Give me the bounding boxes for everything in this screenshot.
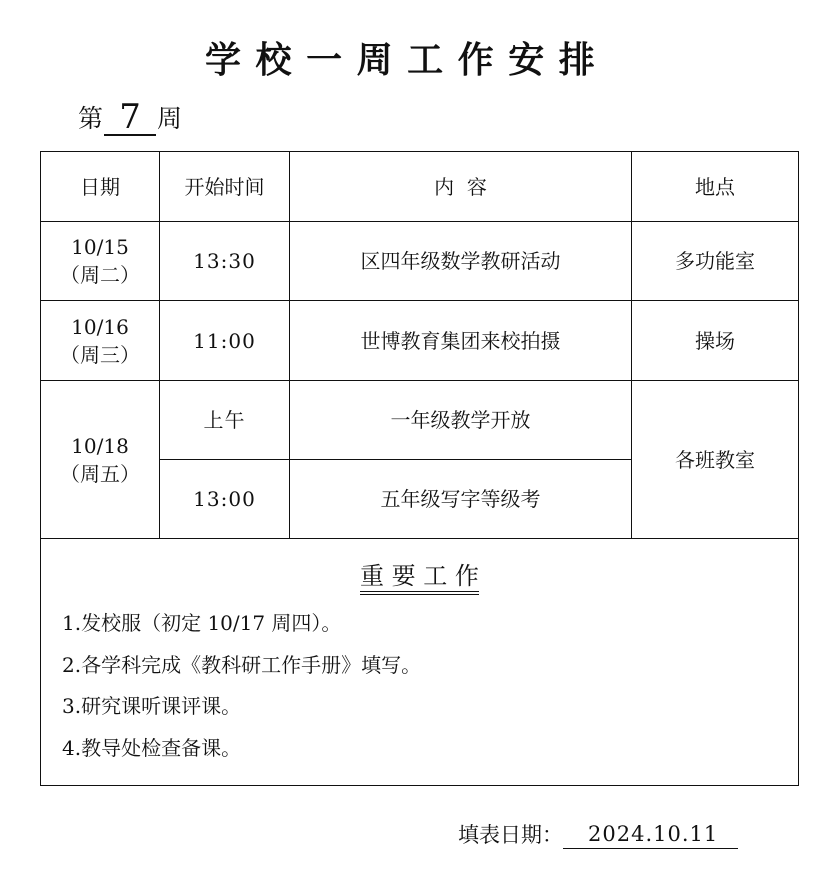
location-cell: 操场 (632, 301, 799, 381)
week-indicator (78, 97, 183, 137)
important-list (62, 603, 798, 769)
date-cell (41, 381, 160, 539)
weekday-text: （周二） (60, 263, 140, 287)
list-item: 2.各学科完成《教科研工作手册》填写。 (62, 652, 422, 677)
important-heading: 重 要 工 作 (360, 561, 479, 595)
time-cell: 11:00 (160, 301, 290, 381)
weekday-text: （周五） (60, 461, 140, 486)
week-prefix: 第 (78, 104, 104, 133)
fill-date-label: 填表日期： (458, 823, 563, 847)
page-title: 学 校 一 周 工 作 安 排 (205, 39, 596, 81)
content-cell: 一年级教学开放 (290, 381, 632, 460)
week-number: 7 (104, 100, 156, 136)
table-header-row (41, 152, 799, 222)
weekday-text: （周三） (60, 342, 140, 367)
table-row (41, 301, 799, 381)
date-text: 10/15 (71, 235, 129, 259)
important-heading-wrap (62, 561, 798, 595)
content-cell: 区四年级数学教研活动 (290, 222, 632, 301)
table-row (41, 222, 799, 301)
week-suffix: 周 (157, 104, 183, 133)
date-cell (41, 222, 160, 301)
location-cell: 多功能室 (632, 222, 799, 301)
list-item: 4.教导处检查备课。 (62, 735, 242, 760)
header-content: 内 容 (290, 152, 632, 222)
header-location: 地点 (632, 152, 799, 222)
location-cell: 各班教室 (632, 381, 799, 539)
table-row (41, 381, 799, 460)
content-cell: 五年级写字等级考 (290, 460, 632, 539)
important-work-section (41, 539, 799, 786)
content-cell: 世博教育集团来校拍摄 (290, 301, 632, 381)
time-cell: 上午 (160, 381, 290, 460)
fill-date-footer (458, 820, 738, 849)
time-cell: 13:00 (160, 460, 290, 539)
date-text: 10/18 (71, 433, 129, 458)
list-item: 3.研究课听课评课。 (62, 694, 242, 718)
header-start-time: 开始时间 (160, 152, 290, 222)
list-item: 1.发校服（初定 10/17 周四）。 (62, 611, 342, 635)
header-date: 日期 (41, 152, 160, 222)
date-cell (41, 301, 160, 381)
important-work-row (41, 539, 799, 786)
schedule-table (40, 151, 799, 786)
date-text: 10/16 (71, 314, 129, 339)
fill-date-value: 2024.10.11 (563, 820, 738, 849)
time-cell: 13:30 (160, 222, 290, 301)
